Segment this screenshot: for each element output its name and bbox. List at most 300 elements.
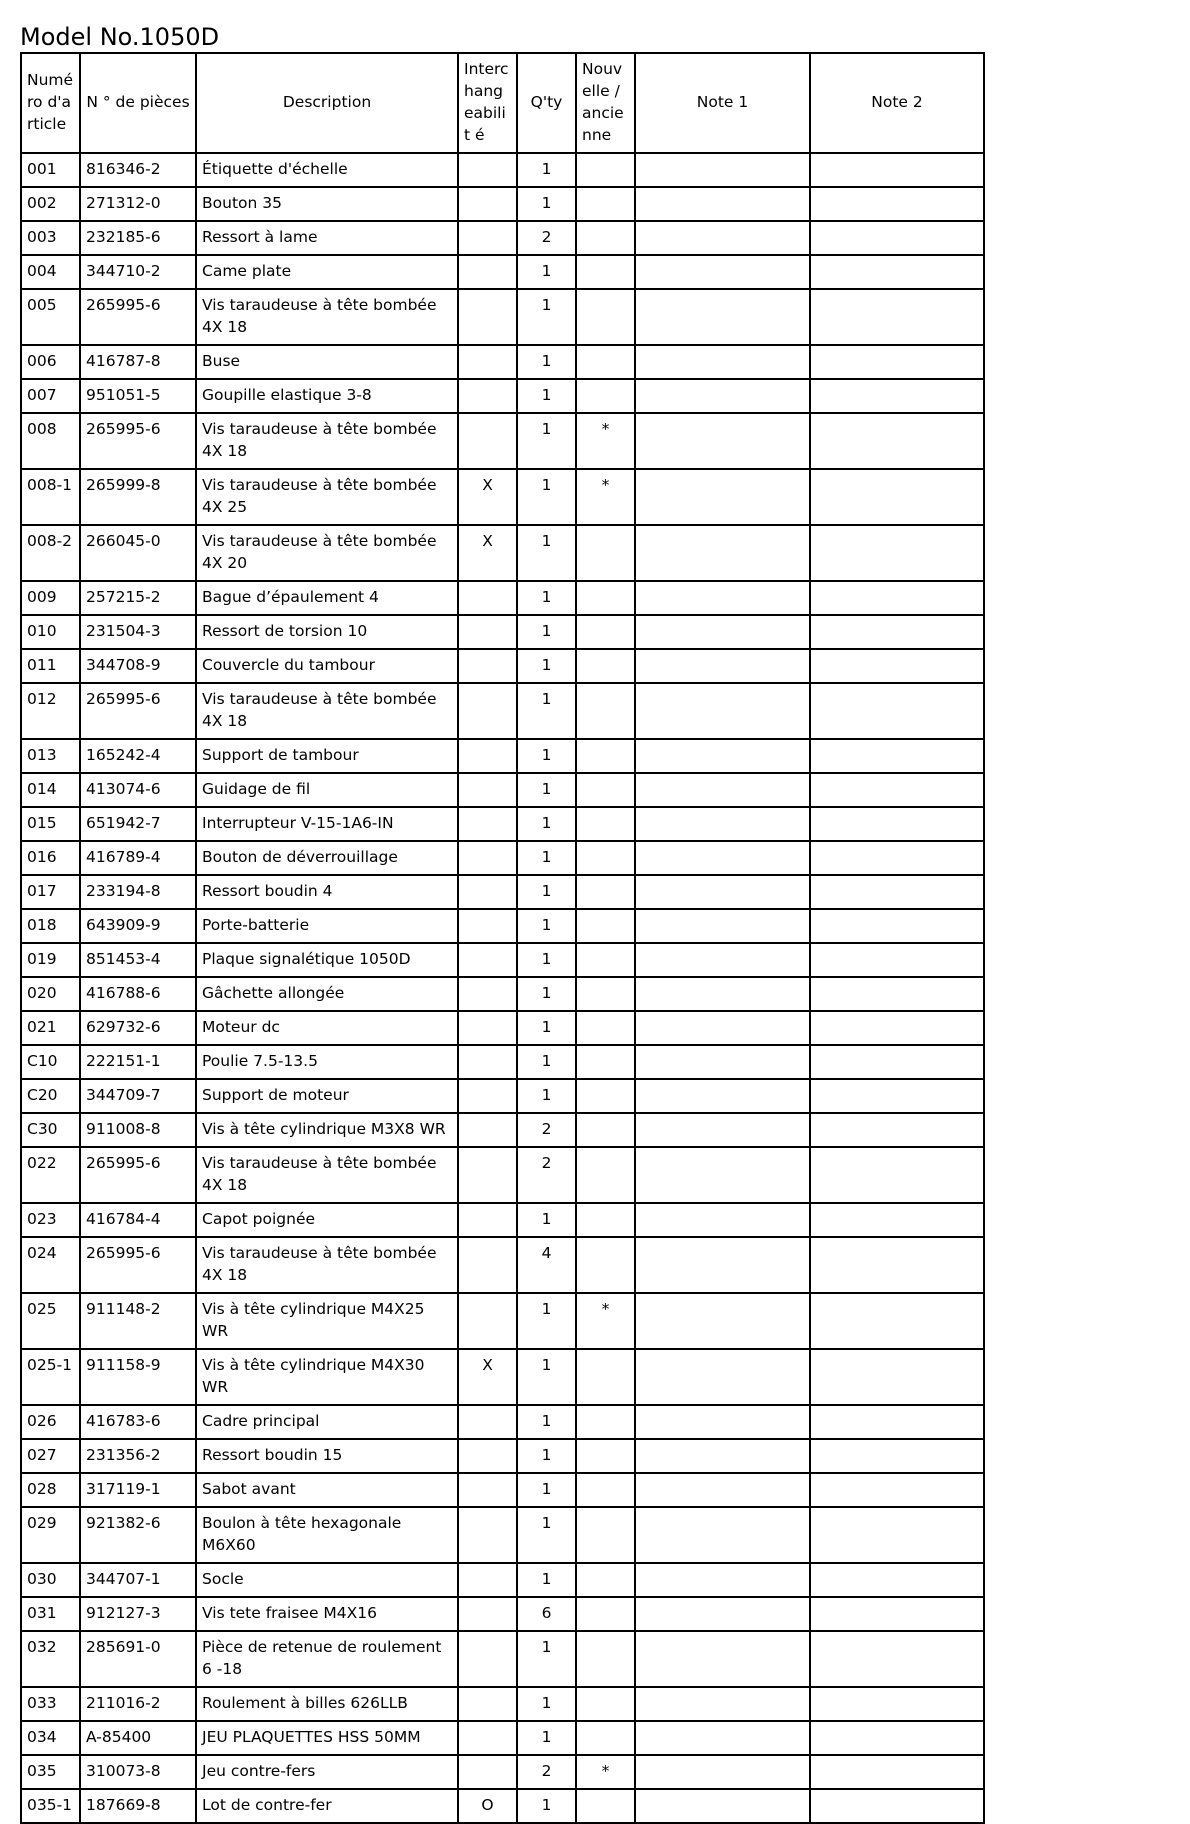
quantity-cell: 1 <box>517 875 576 909</box>
table-row <box>21 1113 984 1147</box>
table-row <box>21 739 984 773</box>
item-number-cell: C30 <box>21 1113 80 1147</box>
description-cell: Porte-batterie <box>196 909 458 943</box>
description-cell: Guidage de fil <box>196 773 458 807</box>
item-number-cell: 035 <box>21 1755 80 1789</box>
part-number-cell: 413074-6 <box>80 773 196 807</box>
new-old-cell <box>576 1631 635 1687</box>
new-old-cell: * <box>576 1755 635 1789</box>
note-2-cell <box>810 615 984 649</box>
quantity-cell: 1 <box>517 1079 576 1113</box>
interchangeability-cell <box>458 773 517 807</box>
quantity-cell: 1 <box>517 1203 576 1237</box>
quantity-cell: 1 <box>517 153 576 187</box>
part-number-cell: 265995-6 <box>80 1147 196 1203</box>
header-new-old: Nouv elle / ancie nne <box>576 53 635 153</box>
parts-table <box>20 52 985 1824</box>
description-cell: Socle <box>196 1563 458 1597</box>
note-2-cell <box>810 469 984 525</box>
part-number-cell: 851453-4 <box>80 943 196 977</box>
note-1-cell <box>635 1293 810 1349</box>
part-number-cell: 951051-5 <box>80 379 196 413</box>
description-cell: Boulon à tête hexagonale M6X60 <box>196 1507 458 1563</box>
new-old-cell <box>576 1597 635 1631</box>
table-row <box>21 1203 984 1237</box>
item-number-cell: 029 <box>21 1507 80 1563</box>
note-2-cell <box>810 187 984 221</box>
quantity-cell: 6 <box>517 1597 576 1631</box>
description-cell: Gâchette allongée <box>196 977 458 1011</box>
description-cell: Jeu contre-fers <box>196 1755 458 1789</box>
new-old-cell <box>576 289 635 345</box>
description-cell: Support de moteur <box>196 1079 458 1113</box>
note-2-cell <box>810 221 984 255</box>
note-1-cell <box>635 615 810 649</box>
table-row <box>21 875 984 909</box>
quantity-cell: 1 <box>517 345 576 379</box>
quantity-cell: 1 <box>517 1045 576 1079</box>
part-number-cell: 643909-9 <box>80 909 196 943</box>
interchangeability-cell: X <box>458 525 517 581</box>
note-2-cell <box>810 581 984 615</box>
table-row <box>21 1507 984 1563</box>
item-number-cell: 009 <box>21 581 80 615</box>
item-number-cell: 008 <box>21 413 80 469</box>
note-2-cell <box>810 683 984 739</box>
note-2-cell <box>810 1789 984 1823</box>
quantity-cell: 1 <box>517 683 576 739</box>
quantity-cell: 1 <box>517 1011 576 1045</box>
new-old-cell <box>576 345 635 379</box>
description-cell: Ressort à lame <box>196 221 458 255</box>
part-number-cell: 232185-6 <box>80 221 196 255</box>
description-cell: Interrupteur V-15-1A6-IN <box>196 807 458 841</box>
item-number-cell: 017 <box>21 875 80 909</box>
interchangeability-cell <box>458 1597 517 1631</box>
note-1-cell <box>635 1349 810 1405</box>
table-row <box>21 841 984 875</box>
description-cell: Poulie 7.5-13.5 <box>196 1045 458 1079</box>
note-1-cell <box>635 807 810 841</box>
new-old-cell <box>576 1147 635 1203</box>
item-number-cell: 007 <box>21 379 80 413</box>
new-old-cell <box>576 909 635 943</box>
note-1-cell <box>635 1203 810 1237</box>
quantity-cell: 1 <box>517 1473 576 1507</box>
note-2-cell <box>810 1237 984 1293</box>
new-old-cell <box>576 1473 635 1507</box>
item-number-cell: 028 <box>21 1473 80 1507</box>
new-old-cell <box>576 615 635 649</box>
interchangeability-cell <box>458 379 517 413</box>
item-number-cell: 002 <box>21 187 80 221</box>
note-1-cell <box>635 1237 810 1293</box>
note-1-cell <box>635 1507 810 1563</box>
description-cell: Ressort boudin 4 <box>196 875 458 909</box>
description-cell: Vis à tête cylindrique M3X8 WR <box>196 1113 458 1147</box>
description-cell: Vis taraudeuse à tête bombée 4X 25 <box>196 469 458 525</box>
interchangeability-cell <box>458 649 517 683</box>
interchangeability-cell <box>458 153 517 187</box>
interchangeability-cell <box>458 977 517 1011</box>
interchangeability-cell <box>458 841 517 875</box>
item-number-cell: C20 <box>21 1079 80 1113</box>
new-old-cell <box>576 187 635 221</box>
part-number-cell: 222151-1 <box>80 1045 196 1079</box>
interchangeability-cell <box>458 1147 517 1203</box>
quantity-cell: 2 <box>517 1755 576 1789</box>
table-row <box>21 1597 984 1631</box>
part-number-cell: 265995-6 <box>80 413 196 469</box>
table-row <box>21 683 984 739</box>
quantity-cell: 1 <box>517 649 576 683</box>
quantity-cell: 1 <box>517 977 576 1011</box>
note-2-cell <box>810 875 984 909</box>
part-number-cell: 344708-9 <box>80 649 196 683</box>
note-1-cell <box>635 221 810 255</box>
quantity-cell: 1 <box>517 773 576 807</box>
table-row <box>21 1631 984 1687</box>
quantity-cell: 1 <box>517 1349 576 1405</box>
item-number-cell: 023 <box>21 1203 80 1237</box>
description-cell: Pièce de retenue de roulement 6 -18 <box>196 1631 458 1687</box>
item-number-cell: 025 <box>21 1293 80 1349</box>
new-old-cell <box>576 943 635 977</box>
quantity-cell: 1 <box>517 1507 576 1563</box>
note-1-cell <box>635 1631 810 1687</box>
interchangeability-cell <box>458 345 517 379</box>
interchangeability-cell <box>458 1237 517 1293</box>
quantity-cell: 1 <box>517 413 576 469</box>
new-old-cell <box>576 1563 635 1597</box>
new-old-cell <box>576 255 635 289</box>
note-2-cell <box>810 1755 984 1789</box>
interchangeability-cell <box>458 1507 517 1563</box>
interchangeability-cell <box>458 1473 517 1507</box>
description-cell: Vis à tête cylindrique M4X25 WR <box>196 1293 458 1349</box>
note-1-cell <box>635 1473 810 1507</box>
item-number-cell: 012 <box>21 683 80 739</box>
quantity-cell: 1 <box>517 1687 576 1721</box>
interchangeability-cell <box>458 1079 517 1113</box>
part-number-cell: 651942-7 <box>80 807 196 841</box>
description-cell: Cadre principal <box>196 1405 458 1439</box>
quantity-cell: 1 <box>517 1631 576 1687</box>
interchangeability-cell <box>458 1631 517 1687</box>
new-old-cell <box>576 1721 635 1755</box>
table-row <box>21 807 984 841</box>
note-1-cell <box>635 1597 810 1631</box>
item-number-cell: 021 <box>21 1011 80 1045</box>
note-2-cell <box>810 1349 984 1405</box>
quantity-cell: 1 <box>517 739 576 773</box>
table-row <box>21 413 984 469</box>
quantity-cell: 1 <box>517 255 576 289</box>
description-cell: Vis taraudeuse à tête bombée 4X 20 <box>196 525 458 581</box>
description-cell: Buse <box>196 345 458 379</box>
table-row <box>21 1293 984 1349</box>
description-cell: Goupille elastique 3-8 <box>196 379 458 413</box>
part-number-cell: 266045-0 <box>80 525 196 581</box>
interchangeability-cell <box>458 683 517 739</box>
part-number-cell: 816346-2 <box>80 153 196 187</box>
quantity-cell: 2 <box>517 221 576 255</box>
item-number-cell: 001 <box>21 153 80 187</box>
part-number-cell: 231356-2 <box>80 1439 196 1473</box>
note-1-cell <box>635 153 810 187</box>
description-cell: Vis tete fraisee M4X16 <box>196 1597 458 1631</box>
description-cell: Bague d’épaulement 4 <box>196 581 458 615</box>
item-number-cell: 024 <box>21 1237 80 1293</box>
interchangeability-cell <box>458 1439 517 1473</box>
quantity-cell: 1 <box>517 187 576 221</box>
note-2-cell <box>810 1597 984 1631</box>
item-number-cell: 008-1 <box>21 469 80 525</box>
note-1-cell <box>635 909 810 943</box>
note-2-cell <box>810 413 984 469</box>
item-number-cell: 018 <box>21 909 80 943</box>
new-old-cell <box>576 1405 635 1439</box>
new-old-cell <box>576 1507 635 1563</box>
description-cell: Étiquette d'échelle <box>196 153 458 187</box>
part-number-cell: 187669-8 <box>80 1789 196 1823</box>
new-old-cell <box>576 875 635 909</box>
item-number-cell: 027 <box>21 1439 80 1473</box>
note-1-cell <box>635 649 810 683</box>
note-1-cell <box>635 345 810 379</box>
item-number-cell: 008-2 <box>21 525 80 581</box>
part-number-cell: 629732-6 <box>80 1011 196 1045</box>
note-2-cell <box>810 1011 984 1045</box>
description-cell: Vis taraudeuse à tête bombée 4X 18 <box>196 1237 458 1293</box>
description-cell: Bouton 35 <box>196 187 458 221</box>
part-number-cell: 271312-0 <box>80 187 196 221</box>
header-interchangeability: Interc hang eabilit é <box>458 53 517 153</box>
part-number-cell: 344710-2 <box>80 255 196 289</box>
interchangeability-cell <box>458 1563 517 1597</box>
new-old-cell <box>576 221 635 255</box>
table-row <box>21 1721 984 1755</box>
part-number-cell: 317119-1 <box>80 1473 196 1507</box>
interchangeability-cell <box>458 615 517 649</box>
interchangeability-cell <box>458 413 517 469</box>
description-cell: Moteur dc <box>196 1011 458 1045</box>
part-number-cell: 265999-8 <box>80 469 196 525</box>
note-2-cell <box>810 289 984 345</box>
note-1-cell <box>635 1687 810 1721</box>
interchangeability-cell <box>458 739 517 773</box>
new-old-cell <box>576 1045 635 1079</box>
table-row <box>21 1439 984 1473</box>
note-1-cell <box>635 379 810 413</box>
part-number-cell: 416784-4 <box>80 1203 196 1237</box>
item-number-cell: 031 <box>21 1597 80 1631</box>
note-1-cell <box>635 469 810 525</box>
item-number-cell: 022 <box>21 1147 80 1203</box>
note-1-cell <box>635 289 810 345</box>
part-number-cell: 265995-6 <box>80 1237 196 1293</box>
note-1-cell <box>635 1113 810 1147</box>
note-2-cell <box>810 153 984 187</box>
quantity-cell: 2 <box>517 1147 576 1203</box>
note-1-cell <box>635 1045 810 1079</box>
table-row <box>21 187 984 221</box>
table-row <box>21 345 984 379</box>
description-cell: Ressort de torsion 10 <box>196 615 458 649</box>
description-cell: Vis taraudeuse à tête bombée 4X 18 <box>196 1147 458 1203</box>
note-1-cell <box>635 187 810 221</box>
item-number-cell: 020 <box>21 977 80 1011</box>
table-row <box>21 581 984 615</box>
header-part-number: N ° de pièces <box>80 53 196 153</box>
description-cell: Capot poignée <box>196 1203 458 1237</box>
note-2-cell <box>810 255 984 289</box>
table-row <box>21 1755 984 1789</box>
quantity-cell: 1 <box>517 581 576 615</box>
quantity-cell: 1 <box>517 1721 576 1755</box>
description-cell: Sabot avant <box>196 1473 458 1507</box>
note-2-cell <box>810 1439 984 1473</box>
quantity-cell: 1 <box>517 1439 576 1473</box>
part-number-cell: 257215-2 <box>80 581 196 615</box>
page-title: Model No.1050D <box>20 23 220 51</box>
item-number-cell: 026 <box>21 1405 80 1439</box>
new-old-cell <box>576 1789 635 1823</box>
note-1-cell <box>635 1789 810 1823</box>
quantity-cell: 1 <box>517 909 576 943</box>
quantity-cell: 2 <box>517 1113 576 1147</box>
new-old-cell <box>576 1203 635 1237</box>
table-row <box>21 943 984 977</box>
new-old-cell <box>576 1687 635 1721</box>
part-number-cell: 921382-6 <box>80 1507 196 1563</box>
part-number-cell: 911008-8 <box>80 1113 196 1147</box>
quantity-cell: 1 <box>517 943 576 977</box>
header-description: Description <box>196 53 458 153</box>
interchangeability-cell <box>458 1405 517 1439</box>
part-number-cell: 416788-6 <box>80 977 196 1011</box>
note-1-cell <box>635 581 810 615</box>
new-old-cell <box>576 1079 635 1113</box>
table-row <box>21 1011 984 1045</box>
interchangeability-cell <box>458 1293 517 1349</box>
new-old-cell <box>576 841 635 875</box>
note-1-cell <box>635 1405 810 1439</box>
part-number-cell: 344709-7 <box>80 1079 196 1113</box>
item-number-cell: 015 <box>21 807 80 841</box>
note-1-cell <box>635 1721 810 1755</box>
header-quantity: Q'ty <box>517 53 576 153</box>
table-row <box>21 255 984 289</box>
new-old-cell <box>576 1349 635 1405</box>
new-old-cell <box>576 1011 635 1045</box>
quantity-cell: 1 <box>517 379 576 413</box>
interchangeability-cell: X <box>458 1349 517 1405</box>
note-2-cell <box>810 977 984 1011</box>
new-old-cell <box>576 525 635 581</box>
note-2-cell <box>810 773 984 807</box>
part-number-cell: 310073-8 <box>80 1755 196 1789</box>
description-cell: Vis taraudeuse à tête bombée 4X 18 <box>196 413 458 469</box>
note-1-cell <box>635 875 810 909</box>
new-old-cell <box>576 1439 635 1473</box>
new-old-cell <box>576 581 635 615</box>
note-2-cell <box>810 1473 984 1507</box>
table-row <box>21 525 984 581</box>
interchangeability-cell <box>458 1011 517 1045</box>
note-2-cell <box>810 1507 984 1563</box>
note-2-cell <box>810 807 984 841</box>
note-2-cell <box>810 1721 984 1755</box>
quantity-cell: 1 <box>517 1405 576 1439</box>
item-number-cell: 010 <box>21 615 80 649</box>
note-2-cell <box>810 525 984 581</box>
description-cell: Vis taraudeuse à tête bombée 4X 18 <box>196 289 458 345</box>
item-number-cell: 016 <box>21 841 80 875</box>
new-old-cell <box>576 683 635 739</box>
table-row <box>21 773 984 807</box>
table-row <box>21 379 984 413</box>
item-number-cell: 035-1 <box>21 1789 80 1823</box>
interchangeability-cell <box>458 1687 517 1721</box>
quantity-cell: 1 <box>517 807 576 841</box>
part-number-cell: 233194-8 <box>80 875 196 909</box>
part-number-cell: 912127-3 <box>80 1597 196 1631</box>
part-number-cell: 344707-1 <box>80 1563 196 1597</box>
note-2-cell <box>810 649 984 683</box>
new-old-cell <box>576 1237 635 1293</box>
quantity-cell: 4 <box>517 1237 576 1293</box>
note-1-cell <box>635 841 810 875</box>
quantity-cell: 1 <box>517 289 576 345</box>
item-number-cell: 025-1 <box>21 1349 80 1405</box>
new-old-cell <box>576 649 635 683</box>
note-2-cell <box>810 1079 984 1113</box>
table-row <box>21 1147 984 1203</box>
note-1-cell <box>635 943 810 977</box>
note-1-cell <box>635 413 810 469</box>
header-row <box>21 53 984 153</box>
note-2-cell <box>810 1045 984 1079</box>
interchangeability-cell <box>458 1045 517 1079</box>
description-cell: Vis taraudeuse à tête bombée 4X 18 <box>196 683 458 739</box>
note-2-cell <box>810 1113 984 1147</box>
part-number-cell: 231504-3 <box>80 615 196 649</box>
item-number-cell: 014 <box>21 773 80 807</box>
part-number-cell: 416789-4 <box>80 841 196 875</box>
new-old-cell <box>576 739 635 773</box>
header-note-1: Note 1 <box>635 53 810 153</box>
interchangeability-cell <box>458 289 517 345</box>
interchangeability-cell <box>458 909 517 943</box>
item-number-cell: 005 <box>21 289 80 345</box>
note-2-cell <box>810 1563 984 1597</box>
table-row <box>21 221 984 255</box>
interchangeability-cell <box>458 1721 517 1755</box>
note-2-cell <box>810 379 984 413</box>
note-2-cell <box>810 345 984 379</box>
new-old-cell <box>576 773 635 807</box>
table-row <box>21 1563 984 1597</box>
item-number-cell: 003 <box>21 221 80 255</box>
part-number-cell: 165242-4 <box>80 739 196 773</box>
item-number-cell: 034 <box>21 1721 80 1755</box>
table-row <box>21 469 984 525</box>
note-1-cell <box>635 1011 810 1045</box>
interchangeability-cell <box>458 255 517 289</box>
note-2-cell <box>810 943 984 977</box>
table-row <box>21 1237 984 1293</box>
